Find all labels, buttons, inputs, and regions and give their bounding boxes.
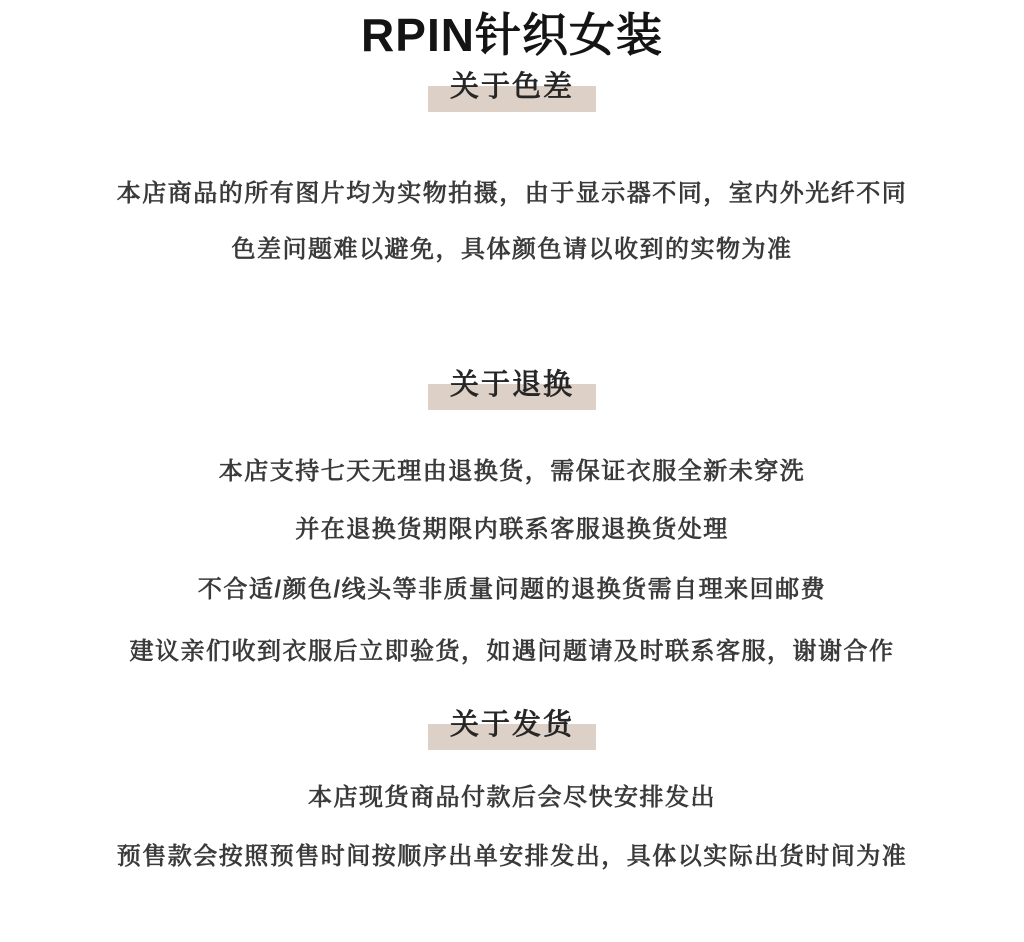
section-header-returns <box>0 368 1024 410</box>
paragraph-line: 并在退换货期限内联系客服退换货处理 <box>295 516 729 543</box>
section-heading-label: 关于色差 <box>428 70 596 112</box>
section-heading-label: 关于退换 <box>428 368 596 410</box>
section-header-shipping <box>0 708 1024 750</box>
paragraph-line: 本店商品的所有图片均为实物拍摄，由于显示器不同，室内外光纤不同 <box>116 180 908 207</box>
paragraph-line: 预售款会按照预售时间按顺序出单安排发出，具体以实际出货时间为准 <box>116 843 908 870</box>
section-heading-label: 关于发货 <box>428 708 596 750</box>
paragraph-line: 色差问题难以避免，具体颜色请以收到的实物为准 <box>231 236 793 263</box>
paragraph-line: 不合适/颜色/线头等非质量问题的退换货需自理来回邮费 <box>197 576 827 603</box>
paragraph-line: 本店现货商品付款后会尽快安排发出 <box>308 784 716 811</box>
section-header-color-difference <box>0 70 1024 112</box>
paragraph-line: 建议亲们收到衣服后立即验货，如遇问题请及时联系客服，谢谢合作 <box>129 638 895 665</box>
paragraph-line: 本店支持七天无理由退换货，需保证衣服全新未穿洗 <box>218 458 806 485</box>
page-title: RPIN针织女装 <box>361 9 663 61</box>
